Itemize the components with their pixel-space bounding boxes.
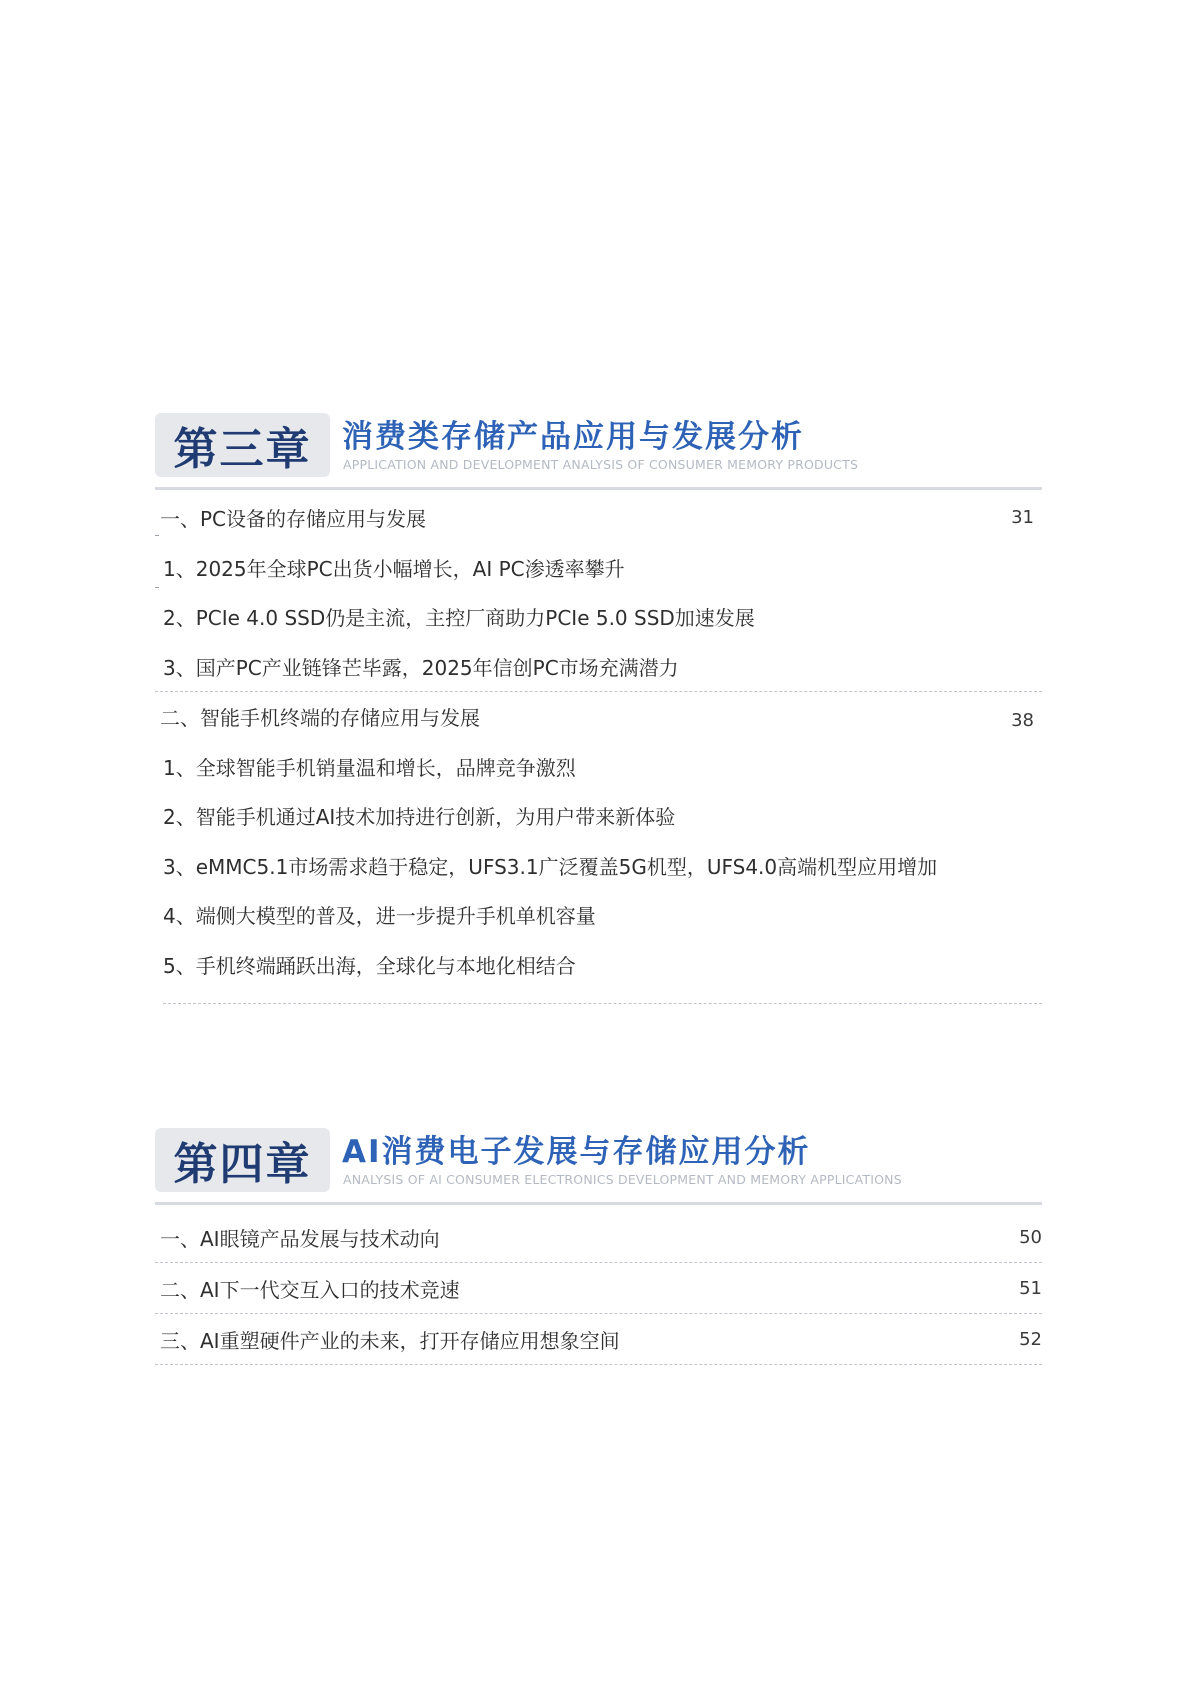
toc-entry-page: 31 <box>1011 507 1034 528</box>
toc-entry[interactable] <box>155 543 1042 593</box>
chapter-4-section <box>155 1122 1042 1353</box>
toc-entry[interactable] <box>155 1263 1042 1314</box>
chapter-4-rule <box>155 1202 1042 1205</box>
chapter-3-rule <box>155 487 1042 490</box>
chapter-4-badge: 第四章 <box>155 1128 330 1192</box>
toc-entry-text: 1、2025年全球PC出货小幅增长，AI PC渗透率攀升 <box>163 556 625 581</box>
toc-entry-text: 3、eMMC5.1市场需求趋于稳定，UFS3.1广泛覆盖5G机型，UFS4.0高端机型应用增加 <box>163 854 938 879</box>
toc-entry[interactable] <box>155 1212 1042 1263</box>
toc-entry[interactable] <box>155 692 1042 742</box>
toc-divider <box>163 989 1042 1004</box>
toc-entry[interactable] <box>155 841 1042 891</box>
chapter-3-toc <box>155 493 1042 1004</box>
toc-entry-page: 50 <box>1019 1226 1042 1248</box>
toc-entry-text: 4、端侧大模型的普及，进一步提升手机单机容量 <box>163 904 596 929</box>
chapter-4-header <box>155 1122 1042 1194</box>
toc-entry[interactable] <box>155 493 1042 543</box>
toc-entry-text: 一、AI眼镜产品发展与技术动向 <box>160 1226 440 1251</box>
chapter-4-toc <box>155 1212 1042 1365</box>
toc-entry[interactable] <box>155 791 1042 841</box>
toc-entry[interactable] <box>155 940 1042 990</box>
toc-entry-page: 38 <box>1011 710 1034 731</box>
toc-entry-text: 二、AI下一代交互入口的技术竞速 <box>160 1277 460 1302</box>
toc-entry-text: 5、手机终端踊跃出海，全球化与本地化相结合 <box>163 953 576 978</box>
toc-entry[interactable] <box>155 742 1042 792</box>
toc-entry-text: 二、智能手机终端的存储应用与发展 <box>160 706 480 731</box>
toc-entry-text: 一、PC设备的存储应用与发展 <box>160 507 427 532</box>
chapter-3-title: 消费类存储产品应用与发展分析 <box>342 419 804 455</box>
toc-entry-text: 1、全球智能手机销量温和增长，品牌竞争激烈 <box>163 755 576 780</box>
toc-entry-text: 2、PCIe 4.0 SSD仍是主流，主控厂商助力PCIe 5.0 SSD加速发展 <box>163 606 755 631</box>
chapter-3-header <box>155 407 1042 479</box>
entry-marker <box>155 535 159 536</box>
toc-entry-text: 2、智能手机通过AI技术加持进行创新，为用户带来新体验 <box>163 805 676 830</box>
toc-entry[interactable] <box>155 890 1042 940</box>
toc-entry-text: 三、AI重塑硬件产业的未来，打开存储应用想象空间 <box>160 1328 620 1353</box>
toc-entry-page: 51 <box>1019 1277 1042 1299</box>
chapter-4-subtitle: ANALYSIS OF AI CONSUMER ELECTRONICS DEVELOPMENT AND MEMORY APPLICATIONS <box>343 1172 902 1187</box>
toc-entry[interactable] <box>155 592 1042 642</box>
toc-entry[interactable] <box>155 1314 1042 1365</box>
chapter-3-section <box>155 407 1042 978</box>
entry-marker <box>155 587 159 588</box>
toc-entry[interactable] <box>155 642 1042 693</box>
chapter-3-badge: 第三章 <box>155 413 330 477</box>
chapter-4-title: AI消费电子发展与存储应用分析 <box>342 1134 811 1170</box>
toc-entry-page: 52 <box>1019 1328 1042 1350</box>
chapter-3-subtitle: APPLICATION AND DEVELOPMENT ANALYSIS OF CONSUMER MEMORY PRODUCTS <box>343 457 859 472</box>
toc-entry-text: 3、国产PC产业链锋芒毕露，2025年信创PC市场充满潜力 <box>163 655 679 680</box>
